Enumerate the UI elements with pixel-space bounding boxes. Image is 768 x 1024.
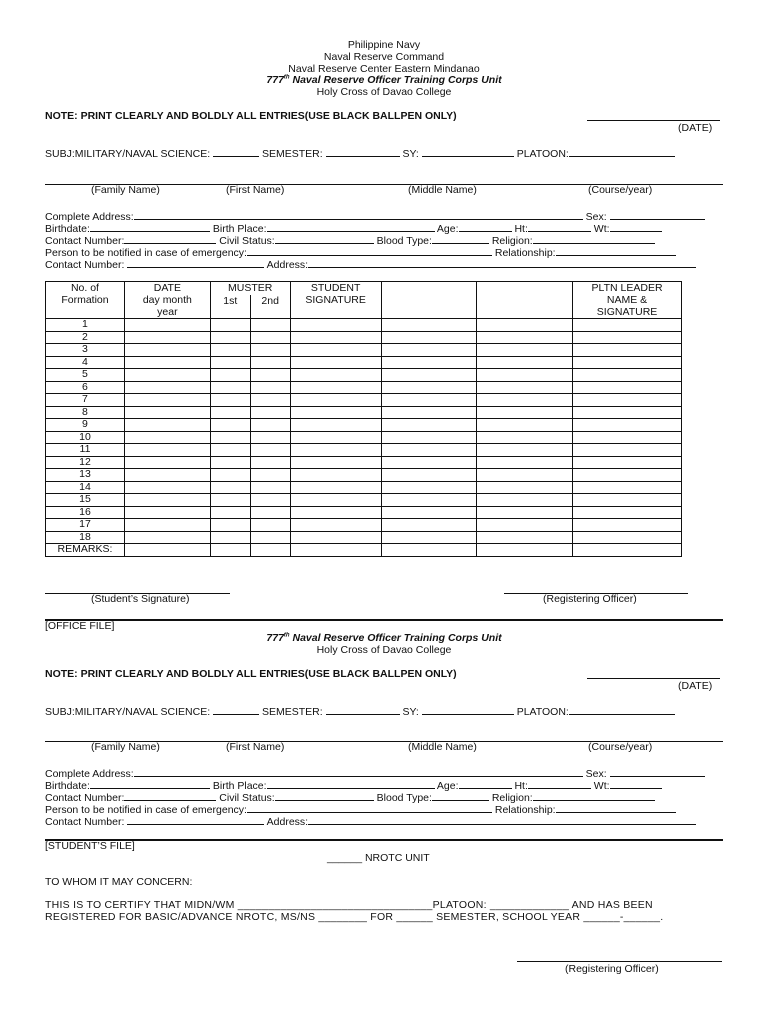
age-field[interactable] bbox=[459, 221, 512, 232]
table-cell[interactable] bbox=[381, 369, 477, 382]
table-cell[interactable] bbox=[124, 344, 210, 357]
table-cell[interactable] bbox=[124, 394, 210, 407]
table-cell[interactable] bbox=[124, 494, 210, 507]
table-cell[interactable] bbox=[477, 419, 573, 432]
table-cell[interactable] bbox=[573, 381, 682, 394]
cert-officer-line[interactable] bbox=[517, 961, 722, 962]
emergency-field[interactable] bbox=[247, 245, 492, 256]
table-cell[interactable] bbox=[290, 431, 381, 444]
family-name-label-2: (Family Name) bbox=[91, 741, 160, 753]
row-number: 5 bbox=[46, 369, 125, 382]
cert-unit: ______ NROTC UNIT bbox=[327, 852, 430, 864]
note: NOTE: PRINT CLEARLY AND BOLDLY ALL ENTRIES(USE BLACK BALLPEN ONLY) bbox=[45, 110, 457, 122]
table-cell[interactable] bbox=[477, 456, 573, 469]
address2-field-2[interactable] bbox=[308, 814, 696, 825]
contact-line-2: Contact Number: Civil Status: Blood Type: Religion: bbox=[45, 790, 655, 804]
table-cell[interactable] bbox=[124, 456, 210, 469]
col-sig-label: STUDENT bbox=[310, 282, 361, 294]
table-cell[interactable] bbox=[124, 531, 210, 544]
col-1st-label: 1st bbox=[210, 295, 250, 319]
remarks-cell[interactable] bbox=[381, 544, 477, 557]
table-cell[interactable] bbox=[290, 456, 381, 469]
col-no-label: No. of bbox=[70, 282, 99, 294]
table-cell[interactable] bbox=[290, 506, 381, 519]
table-cell[interactable] bbox=[573, 419, 682, 432]
table-cell[interactable] bbox=[477, 319, 573, 332]
table-row bbox=[46, 519, 682, 532]
table-cell[interactable] bbox=[210, 481, 250, 494]
col-2nd-label: 2nd bbox=[250, 295, 290, 319]
remarks-cell[interactable] bbox=[124, 544, 210, 557]
table-cell[interactable] bbox=[250, 444, 290, 457]
contact2-line: Contact Number: Address: bbox=[45, 257, 696, 271]
table-cell[interactable] bbox=[573, 394, 682, 407]
table-cell[interactable] bbox=[290, 481, 381, 494]
table-cell[interactable] bbox=[250, 431, 290, 444]
table-cell[interactable] bbox=[573, 506, 682, 519]
table-cell[interactable] bbox=[573, 531, 682, 544]
row-number: 18 bbox=[46, 531, 125, 544]
sex-field-2[interactable] bbox=[610, 766, 705, 777]
contact2-line-2: Contact Number: Address: bbox=[45, 814, 696, 828]
table-cell[interactable] bbox=[381, 519, 477, 532]
table-cell[interactable] bbox=[250, 506, 290, 519]
table-cell[interactable] bbox=[573, 519, 682, 532]
table-cell[interactable] bbox=[381, 344, 477, 357]
table-row bbox=[46, 406, 682, 419]
subj-field[interactable] bbox=[213, 146, 259, 157]
table-cell[interactable] bbox=[124, 444, 210, 457]
table-cell[interactable] bbox=[210, 444, 250, 457]
table-cell[interactable] bbox=[477, 331, 573, 344]
remarks-cell[interactable] bbox=[290, 544, 381, 557]
table-cell[interactable] bbox=[573, 494, 682, 507]
address-field[interactable] bbox=[134, 209, 583, 220]
contact-field-2[interactable] bbox=[124, 790, 216, 801]
table-cell[interactable] bbox=[477, 531, 573, 544]
table-cell[interactable] bbox=[124, 319, 210, 332]
address-field-2[interactable] bbox=[134, 766, 583, 777]
header-navy: Philippine Navy bbox=[347, 39, 421, 51]
table-cell[interactable] bbox=[250, 381, 290, 394]
first-name-label-2: (First Name) bbox=[226, 741, 285, 753]
table-row bbox=[46, 469, 682, 482]
course-year-label-2: (Course/year) bbox=[588, 741, 653, 753]
semester-field-2[interactable] bbox=[326, 704, 400, 715]
emergency-line-2: Person to be notified in case of emergency: Relationship: bbox=[45, 802, 676, 816]
table-cell[interactable] bbox=[573, 344, 682, 357]
contact2-field[interactable] bbox=[127, 257, 264, 268]
table-row bbox=[46, 344, 682, 357]
table-cell[interactable] bbox=[381, 319, 477, 332]
table-row bbox=[46, 531, 682, 544]
table-cell[interactable] bbox=[381, 356, 477, 369]
religion-field[interactable] bbox=[533, 233, 655, 244]
religion-field-2[interactable] bbox=[533, 790, 655, 801]
table-cell[interactable] bbox=[381, 506, 477, 519]
table-cell[interactable] bbox=[477, 344, 573, 357]
student-file-label: [STUDENT’S FILE] bbox=[45, 840, 135, 852]
table-row bbox=[46, 431, 682, 444]
contact2-field-2[interactable] bbox=[127, 814, 264, 825]
table-cell[interactable] bbox=[210, 344, 250, 357]
sex-field[interactable] bbox=[610, 209, 705, 220]
table-cell[interactable] bbox=[290, 531, 381, 544]
table-row bbox=[46, 369, 682, 382]
col-pltn-label: PLTN LEADER bbox=[591, 282, 663, 294]
table-row bbox=[46, 394, 682, 407]
remarks-label: REMARKS: bbox=[46, 544, 125, 557]
header-school-2: Holy Cross of Davao College bbox=[316, 644, 452, 656]
address-line-2: Complete Address: Sex: bbox=[45, 766, 705, 780]
header-unit: 777th Naval Reserve Officer Training Corps Unit bbox=[266, 74, 502, 86]
table-cell[interactable] bbox=[381, 431, 477, 444]
note-2: NOTE: PRINT CLEARLY AND BOLDLY ALL ENTRIES(USE BLACK BALLPEN ONLY) bbox=[45, 668, 457, 680]
date-field-2[interactable] bbox=[587, 678, 720, 679]
office-file-label: [OFFICE FILE] bbox=[45, 620, 115, 632]
age-field-2[interactable] bbox=[459, 778, 512, 789]
table-cell[interactable] bbox=[573, 481, 682, 494]
emergency-line: Person to be notified in case of emergency: Relationship: bbox=[45, 245, 676, 259]
table-cell[interactable] bbox=[477, 381, 573, 394]
table-cell[interactable] bbox=[124, 369, 210, 382]
table-cell[interactable] bbox=[290, 344, 381, 357]
table-cell[interactable] bbox=[290, 419, 381, 432]
birthplace-field[interactable] bbox=[267, 221, 435, 232]
table-cell[interactable] bbox=[250, 419, 290, 432]
table-cell[interactable] bbox=[250, 481, 290, 494]
wt-field-2[interactable] bbox=[610, 778, 662, 789]
table-cell[interactable] bbox=[210, 519, 250, 532]
table-cell[interactable] bbox=[477, 431, 573, 444]
address2-field[interactable] bbox=[308, 257, 696, 268]
date-label: (DATE) bbox=[678, 122, 713, 134]
table-cell[interactable] bbox=[124, 481, 210, 494]
table-cell[interactable] bbox=[290, 406, 381, 419]
table-row bbox=[46, 356, 682, 369]
table-cell[interactable] bbox=[290, 331, 381, 344]
table-cell[interactable] bbox=[381, 406, 477, 419]
platoon-field-2[interactable] bbox=[569, 704, 675, 715]
platoon-field[interactable] bbox=[569, 146, 675, 157]
divider-2 bbox=[45, 839, 723, 841]
table-cell[interactable] bbox=[477, 481, 573, 494]
middle-name-label: (Middle Name) bbox=[408, 184, 477, 196]
ht-field[interactable] bbox=[528, 221, 591, 232]
table-cell[interactable] bbox=[250, 494, 290, 507]
remarks-cell[interactable] bbox=[250, 544, 290, 557]
cert-officer-label: (Registering Officer) bbox=[565, 963, 659, 975]
table-cell[interactable] bbox=[210, 394, 250, 407]
row-number: 11 bbox=[46, 444, 125, 457]
remarks-cell[interactable] bbox=[573, 544, 682, 557]
cert-line-1: THIS IS TO CERTIFY THAT MIDN/WM ________________________________PLATOON: _____________ AND HAS BEEN bbox=[45, 899, 653, 911]
header-command: Naval Reserve Command bbox=[323, 51, 445, 63]
subj-line-2: SUBJ:MILITARY/NAVAL SCIENCE: SEMESTER: SY: PLATOON: bbox=[45, 704, 675, 718]
course-year-label: (Course/year) bbox=[588, 184, 653, 196]
table-cell[interactable] bbox=[210, 419, 250, 432]
row-number: 17 bbox=[46, 519, 125, 532]
table-cell[interactable] bbox=[573, 456, 682, 469]
table-cell[interactable] bbox=[573, 369, 682, 382]
civil-status-field[interactable] bbox=[275, 233, 374, 244]
relationship-field[interactable] bbox=[556, 245, 676, 256]
birthplace-field-2[interactable] bbox=[267, 778, 435, 789]
row-number: 9 bbox=[46, 419, 125, 432]
remarks-row bbox=[46, 544, 682, 557]
row-number: 8 bbox=[46, 406, 125, 419]
table-row bbox=[46, 419, 682, 432]
table-cell[interactable] bbox=[210, 506, 250, 519]
birthdate-field[interactable] bbox=[90, 221, 210, 232]
header-unit-2: 777th Naval Reserve Officer Training Corps Unit bbox=[266, 632, 502, 644]
table-row bbox=[46, 331, 682, 344]
table-cell[interactable] bbox=[381, 494, 477, 507]
table-cell[interactable] bbox=[290, 369, 381, 382]
table-cell[interactable] bbox=[250, 469, 290, 482]
birthdate-field-2[interactable] bbox=[90, 778, 210, 789]
table-cell[interactable] bbox=[477, 369, 573, 382]
student-signature-label: (Student’s Signature) bbox=[91, 593, 190, 605]
row-number: 14 bbox=[46, 481, 125, 494]
table-cell[interactable] bbox=[290, 469, 381, 482]
table-row bbox=[46, 456, 682, 469]
table-cell[interactable] bbox=[477, 469, 573, 482]
table-cell[interactable] bbox=[124, 506, 210, 519]
table-cell[interactable] bbox=[124, 331, 210, 344]
table-cell[interactable] bbox=[210, 331, 250, 344]
table-cell[interactable] bbox=[290, 356, 381, 369]
row-number: 13 bbox=[46, 469, 125, 482]
table-cell[interactable] bbox=[381, 456, 477, 469]
table-cell[interactable] bbox=[210, 431, 250, 444]
address-line: Complete Address: Sex: bbox=[45, 209, 705, 223]
table-cell[interactable] bbox=[250, 531, 290, 544]
table-cell[interactable] bbox=[210, 531, 250, 544]
table-cell[interactable] bbox=[210, 406, 250, 419]
table-row bbox=[46, 494, 682, 507]
table-cell[interactable] bbox=[290, 444, 381, 457]
sy-field[interactable] bbox=[422, 146, 514, 157]
table-cell[interactable] bbox=[290, 494, 381, 507]
contact-field[interactable] bbox=[124, 233, 216, 244]
ht-field-2[interactable] bbox=[528, 778, 591, 789]
table-cell[interactable] bbox=[477, 506, 573, 519]
table-row bbox=[46, 481, 682, 494]
remarks-cell[interactable] bbox=[477, 544, 573, 557]
birth-line: Birthdate: Birth Place: Age: Ht: Wt: bbox=[45, 221, 662, 235]
row-number: 16 bbox=[46, 506, 125, 519]
sy-field-2[interactable] bbox=[422, 704, 514, 715]
table-cell[interactable] bbox=[573, 356, 682, 369]
remarks-cell[interactable] bbox=[210, 544, 250, 557]
table-cell[interactable] bbox=[210, 369, 250, 382]
header-center: Naval Reserve Center Eastern Mindanao bbox=[288, 63, 480, 75]
family-name-label: (Family Name) bbox=[91, 184, 160, 196]
table-row bbox=[46, 506, 682, 519]
table-cell[interactable] bbox=[381, 381, 477, 394]
table-row bbox=[46, 381, 682, 394]
subj-line: SUBJ:MILITARY/NAVAL SCIENCE: SEMESTER: SY: PLATOON: bbox=[45, 146, 675, 160]
table-cell[interactable] bbox=[381, 331, 477, 344]
table-cell[interactable] bbox=[290, 519, 381, 532]
table-cell[interactable] bbox=[124, 469, 210, 482]
table-cell[interactable] bbox=[573, 331, 682, 344]
table-cell[interactable] bbox=[250, 456, 290, 469]
row-number: 12 bbox=[46, 456, 125, 469]
table-cell[interactable] bbox=[381, 531, 477, 544]
civil-status-field-2[interactable] bbox=[275, 790, 374, 801]
table-cell[interactable] bbox=[477, 444, 573, 457]
table-cell[interactable] bbox=[210, 469, 250, 482]
row-number: 4 bbox=[46, 356, 125, 369]
relationship-field-2[interactable] bbox=[556, 802, 676, 813]
table-cell[interactable] bbox=[250, 319, 290, 332]
cert-line-2: REGISTERED FOR BASIC/ADVANCE NROTC, MS/NS ________ FOR ______ SEMESTER, SCHOOL YEAR ______-______. bbox=[45, 911, 664, 923]
table-cell[interactable] bbox=[210, 356, 250, 369]
row-number: 7 bbox=[46, 394, 125, 407]
table-cell[interactable] bbox=[573, 319, 682, 332]
table-cell[interactable] bbox=[124, 431, 210, 444]
row-number: 6 bbox=[46, 381, 125, 394]
table-cell[interactable] bbox=[124, 406, 210, 419]
table-cell[interactable] bbox=[250, 519, 290, 532]
col-muster-label: MUSTER bbox=[210, 282, 290, 295]
table-cell[interactable] bbox=[250, 406, 290, 419]
wt-field[interactable] bbox=[610, 221, 662, 232]
table-cell[interactable] bbox=[250, 369, 290, 382]
table-cell[interactable] bbox=[250, 344, 290, 357]
row-number: 10 bbox=[46, 431, 125, 444]
table-cell[interactable] bbox=[573, 406, 682, 419]
table-cell[interactable] bbox=[124, 419, 210, 432]
table-row bbox=[46, 319, 682, 332]
officer-signature-label: (Registering Officer) bbox=[543, 593, 637, 605]
row-number: 3 bbox=[46, 344, 125, 357]
table-cell[interactable] bbox=[210, 381, 250, 394]
table-cell[interactable] bbox=[290, 381, 381, 394]
table-cell[interactable] bbox=[477, 494, 573, 507]
blood-type-field-2[interactable] bbox=[432, 790, 489, 801]
contact-line: Contact Number: Civil Status: Blood Type: Religion: bbox=[45, 233, 655, 247]
table-cell[interactable] bbox=[290, 319, 381, 332]
header-school: Holy Cross of Davao College bbox=[316, 86, 452, 98]
table-cell[interactable] bbox=[477, 406, 573, 419]
table-cell[interactable] bbox=[381, 419, 477, 432]
table-cell[interactable] bbox=[210, 319, 250, 332]
table-cell[interactable] bbox=[210, 494, 250, 507]
table-cell[interactable] bbox=[290, 394, 381, 407]
attendance-table bbox=[45, 281, 682, 557]
table-row bbox=[46, 444, 682, 457]
divider bbox=[45, 619, 723, 621]
date-field[interactable] bbox=[587, 120, 720, 121]
table-cell[interactable] bbox=[124, 519, 210, 532]
to-whom: TO WHOM IT MAY CONCERN: bbox=[45, 876, 193, 888]
table-cell[interactable] bbox=[477, 394, 573, 407]
table-cell[interactable] bbox=[250, 331, 290, 344]
table-header: No. of Formation DATE day month year MUSTER STUDENT SIGNATURE PLTN LEADER NAME & SIGNATURE bbox=[46, 282, 682, 295]
table-cell[interactable] bbox=[250, 356, 290, 369]
table-cell[interactable] bbox=[381, 444, 477, 457]
row-number: 1 bbox=[46, 319, 125, 332]
birth-line-2: Birthdate: Birth Place: Age: Ht: Wt: bbox=[45, 778, 662, 792]
table-cell[interactable] bbox=[210, 456, 250, 469]
emergency-field-2[interactable] bbox=[247, 802, 492, 813]
table-cell[interactable] bbox=[477, 519, 573, 532]
table-cell[interactable] bbox=[477, 356, 573, 369]
row-number: 15 bbox=[46, 494, 125, 507]
table-cell[interactable] bbox=[250, 394, 290, 407]
col-date-label: DATE bbox=[153, 282, 181, 294]
table-cell[interactable] bbox=[124, 381, 210, 394]
blood-type-field[interactable] bbox=[432, 233, 489, 244]
table-cell[interactable] bbox=[381, 394, 477, 407]
middle-name-label-2: (Middle Name) bbox=[408, 741, 477, 753]
semester-field[interactable] bbox=[326, 146, 400, 157]
table-cell[interactable] bbox=[381, 481, 477, 494]
table-cell[interactable] bbox=[381, 469, 477, 482]
table-cell[interactable] bbox=[573, 469, 682, 482]
table-cell[interactable] bbox=[573, 431, 682, 444]
first-name-label: (First Name) bbox=[226, 184, 285, 196]
subj-field-2[interactable] bbox=[213, 704, 259, 715]
row-number: 2 bbox=[46, 331, 125, 344]
table-cell[interactable] bbox=[124, 356, 210, 369]
date-label-2: (DATE) bbox=[678, 680, 713, 692]
table-cell[interactable] bbox=[573, 444, 682, 457]
